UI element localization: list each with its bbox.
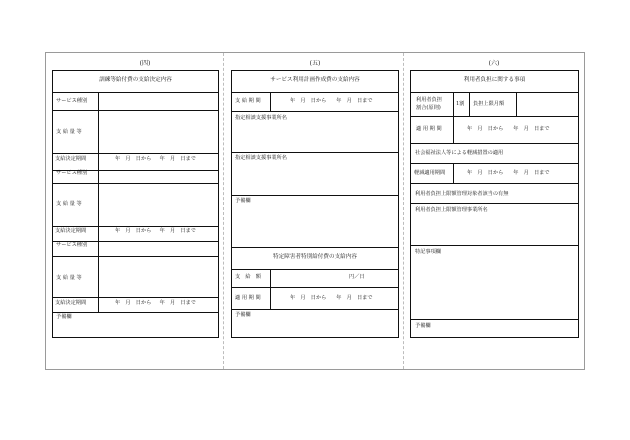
apply-period-dates: 年 月 日から 年 月 日まで bbox=[290, 295, 373, 301]
row-divider bbox=[411, 143, 578, 144]
row-divider bbox=[232, 111, 398, 112]
row-divider bbox=[411, 183, 578, 184]
row-divider bbox=[53, 153, 218, 154]
row-divider bbox=[411, 92, 578, 93]
row-divider bbox=[411, 245, 578, 246]
panel-training-benefits bbox=[52, 70, 219, 338]
row-divider bbox=[232, 152, 398, 153]
row-divider bbox=[53, 183, 218, 184]
panel-title: 訓練等給付費の支給決定内容 bbox=[99, 77, 172, 83]
row-divider bbox=[53, 226, 218, 227]
panel-number-5: (五) bbox=[309, 60, 321, 67]
panel-number-4: (四) bbox=[139, 60, 151, 67]
panel-title: サービス利用計画作成費の支給内容 bbox=[270, 77, 360, 83]
row-divider bbox=[232, 309, 398, 310]
fold-line-1 bbox=[223, 53, 224, 369]
row-divider bbox=[411, 163, 578, 164]
row-divider bbox=[53, 297, 218, 298]
row-divider bbox=[232, 195, 398, 196]
panel-service-plan bbox=[231, 70, 399, 338]
notes-label: 予備欄 bbox=[415, 323, 431, 329]
special-benefit-title: 特定障害者特別給付費の支給内容 bbox=[273, 254, 357, 260]
burden-ratio-label-2: 割合(原則) bbox=[416, 105, 441, 111]
pay-amount-label: 支 給 額 bbox=[235, 274, 261, 280]
special-notes-label: 特記事項欄 bbox=[415, 249, 441, 255]
row-divider bbox=[53, 312, 218, 313]
notes-label: 予備欄 bbox=[235, 198, 251, 204]
row-divider bbox=[232, 269, 398, 270]
burden-ratio-label-1: 利用者負担 bbox=[416, 97, 442, 103]
row-divider bbox=[411, 319, 578, 320]
apply-period-dates: 年 月 日から 年 月 日まで bbox=[467, 126, 550, 132]
column-divider bbox=[270, 92, 271, 111]
amount-label: 支 給 量 等 bbox=[56, 129, 82, 135]
office-name-label-1: 指定相談支援事業所名 bbox=[235, 115, 287, 121]
column-divider bbox=[516, 92, 517, 116]
column-divider bbox=[453, 116, 454, 143]
row-divider bbox=[232, 287, 398, 288]
period-dates: 年 月 日から 年 月 日まで bbox=[115, 228, 196, 234]
row-divider bbox=[232, 92, 398, 93]
column-divider bbox=[98, 241, 99, 312]
section-divider bbox=[232, 247, 398, 248]
service-type-label: サービス種別 bbox=[56, 170, 88, 176]
period-dates: 年 月 日から 年 月 日まで bbox=[115, 156, 196, 162]
row-divider bbox=[53, 256, 218, 257]
limit-management-target: 利用者負担上限額管理対象者該当の有無 bbox=[415, 191, 509, 197]
period-label: 支給決定期間 bbox=[55, 300, 87, 306]
amount-label: 支 給 量 等 bbox=[56, 201, 82, 207]
column-divider bbox=[98, 92, 99, 170]
column-divider bbox=[98, 170, 99, 241]
fold-line-2 bbox=[403, 53, 404, 369]
yen-per-day: 円／日 bbox=[349, 274, 365, 280]
social-welfare-reduction: 社会福祉法人等による軽減措置の適用 bbox=[415, 150, 504, 156]
column-divider bbox=[453, 92, 454, 116]
service-type-label: サービス種別 bbox=[56, 98, 88, 104]
period-label: 支給決定期間 bbox=[55, 228, 87, 234]
row-divider bbox=[53, 110, 218, 111]
panel-title: 利用者負担に関する事項 bbox=[463, 77, 526, 83]
period-dates: 年 月 日から 年 月 日まで bbox=[290, 98, 373, 104]
apply-period-label: 適 用 期 間 bbox=[416, 126, 442, 132]
panel-number-6: (六) bbox=[488, 60, 500, 67]
service-type-label: サービス種別 bbox=[56, 242, 88, 248]
period-dates: 年 月 日から 年 月 日まで bbox=[115, 300, 196, 306]
amount-label: 支 給 量 等 bbox=[56, 275, 82, 281]
notes-label: 予備欄 bbox=[235, 312, 251, 318]
period-label: 支給決定期間 bbox=[55, 156, 87, 162]
panel-user-burden bbox=[410, 70, 579, 338]
column-divider bbox=[469, 92, 470, 116]
monthly-limit-label: 負担上限月額 bbox=[473, 101, 505, 107]
office-name-label-2: 指定相談支援事業所名 bbox=[235, 155, 287, 161]
row-divider bbox=[411, 116, 578, 117]
apply-period-label: 適 用 期 間 bbox=[235, 295, 261, 301]
reduction-period-dates: 年 月 日から 年 月 日まで bbox=[467, 170, 550, 176]
row-divider bbox=[411, 203, 578, 204]
limit-management-office: 利用者負担上限額管理事業所名 bbox=[415, 207, 488, 213]
period-label: 支 給 期 間 bbox=[235, 98, 261, 104]
burden-ratio-value: 1割 bbox=[456, 101, 465, 107]
column-divider bbox=[270, 269, 271, 309]
reduction-period-label: 軽減適用期間 bbox=[414, 170, 446, 176]
notes-label: 予備欄 bbox=[56, 314, 72, 320]
row-divider bbox=[53, 92, 218, 93]
column-divider bbox=[453, 163, 454, 183]
